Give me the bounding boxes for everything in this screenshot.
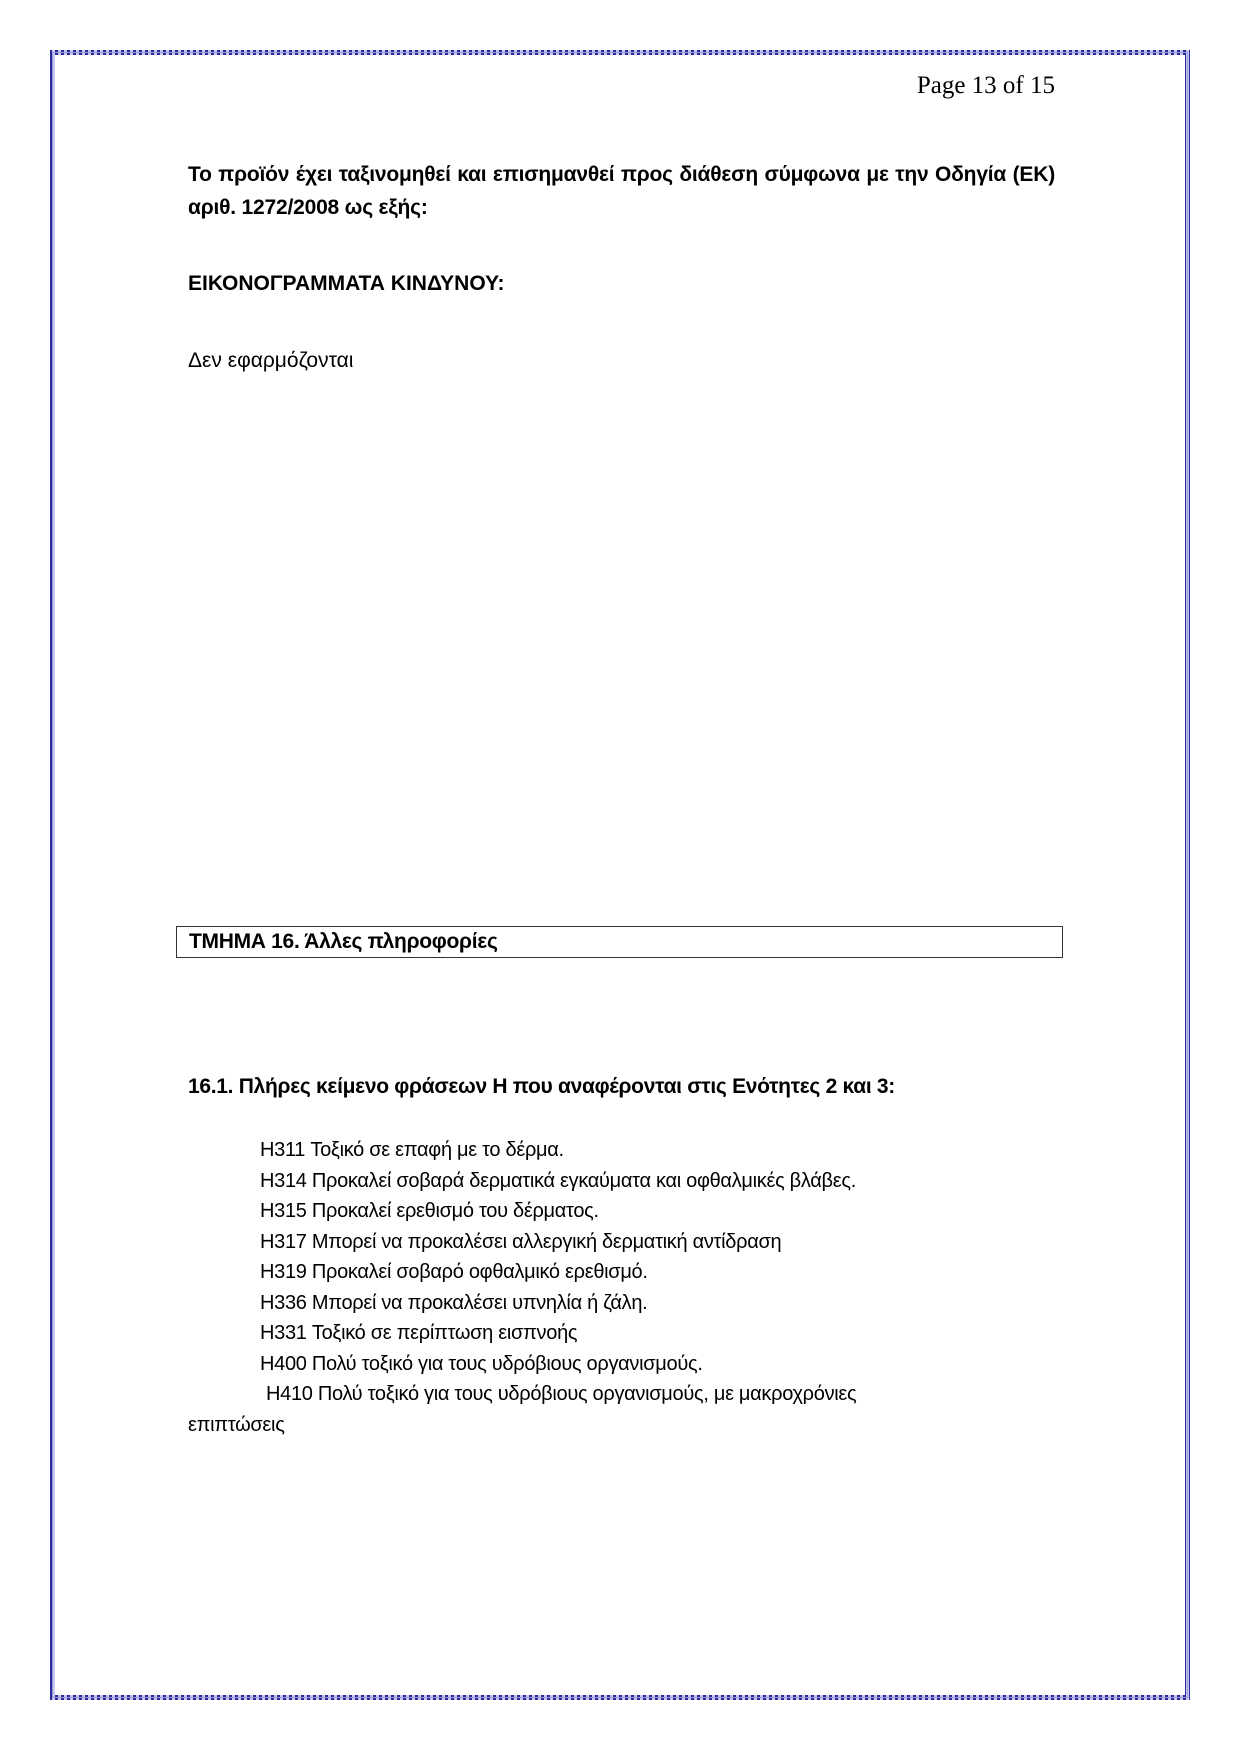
h-statement: H315 Προκαλεί ερεθισμό του δέρματος. xyxy=(260,1200,599,1222)
hazard-pictograms-heading: ΕΙΚΟΝΟΓΡΑΜΜΑΤΑ ΚΙΝΔΥΝΟΥ: xyxy=(188,272,505,295)
h-statements-list xyxy=(188,1135,1068,1440)
h-statement: H400 Πολύ τοξικό για τους υδρόβιους οργανισμούς. xyxy=(260,1352,703,1375)
h-statement: H319 Προκαλεί σοβαρό οφθαλμικό ερεθισμό. xyxy=(260,1261,648,1283)
section-16-title: ΤΜΗΜΑ 16. Άλλες πληροφορίες xyxy=(189,930,498,953)
classification-intro: Το προϊόν έχει ταξινομηθεί και επισημανθεί προς διάθεση σύμφωνα με την Οδηγία (ΕΚ) αριθ. 1272/2008 ως εξής: xyxy=(188,163,1055,219)
subsection-16-1-title: 16.1. Πλήρες κείμενο φράσεων Η που αναφέρονται στις Ενότητες 2 και 3: xyxy=(188,1075,895,1098)
h-statement: H317 Μπορεί να προκαλέσει αλλεργική δερματική αντίδραση xyxy=(260,1230,782,1253)
h-statement: H314 Προκαλεί σοβαρά δερματικά εγκαύματα και οφθαλμικές βλάβες. xyxy=(260,1169,856,1192)
h-statement: H331 Τοξικό σε περίπτωση εισπνοής xyxy=(260,1322,578,1344)
hazard-pictograms-value: Δεν εφαρμόζονται xyxy=(188,349,354,372)
h-statement: H311 Τοξικό σε επαφή με το δέρμα. xyxy=(260,1139,564,1161)
h-statement-continuation: επιπτώσεις xyxy=(188,1413,285,1436)
page-border xyxy=(50,50,1190,1700)
h-statement: H336 Μπορεί να προκαλέσει υπνηλία ή ζάλη. xyxy=(260,1291,648,1314)
h-statement: H410 Πολύ τοξικό για τους υδρόβιους οργανισμούς, με μακροχρόνιες xyxy=(266,1383,857,1405)
page-indicator: Page 13 of 15 xyxy=(916,72,1055,99)
section-16-header xyxy=(176,926,1063,958)
